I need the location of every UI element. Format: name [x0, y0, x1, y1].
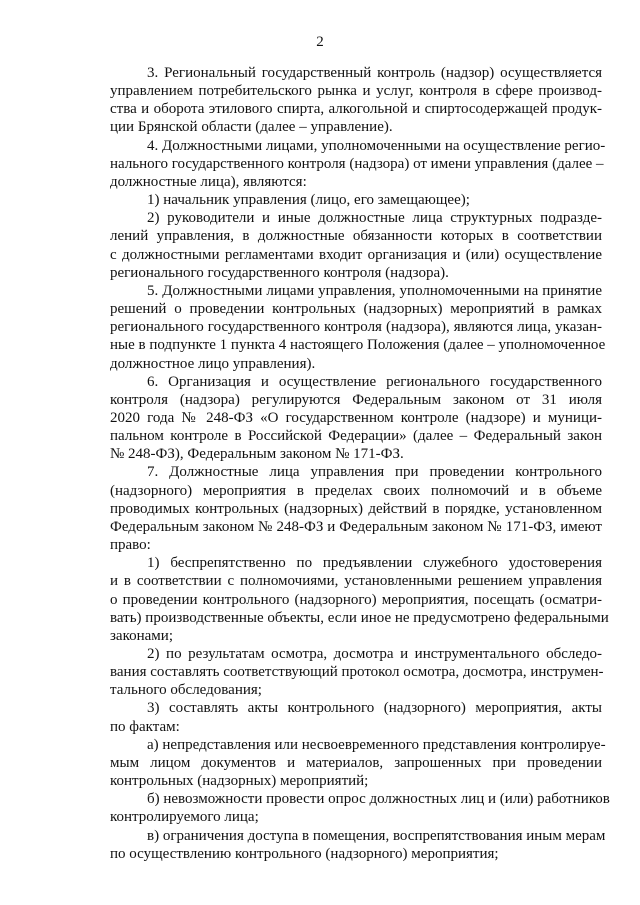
paragraph-line: 4. Должностными лицами, уполномоченными на осуществление регио- — [147, 137, 606, 154]
paragraph-line: по фактам: — [110, 718, 180, 735]
paragraph-line: (надзорного) мероприятия в пределах своих полномочий и в объеме — [110, 482, 602, 499]
paragraph-line: право: — [110, 537, 151, 554]
paragraph-line: Федеральным законом № 248-ФЗ и Федеральным законом № 171-ФЗ, имеют — [110, 518, 602, 535]
paragraph — [110, 554, 609, 645]
paragraph-line: ства и оборота этилового спирта, алкогольной и спиртосодержащей продук- — [110, 101, 602, 118]
paragraph-line: а) непредставления или несвоевременного представления контролируе- — [147, 736, 606, 753]
paragraph-line: в) ограничения доступа в помещения, воспрепятствования иным мерам — [147, 827, 606, 844]
paragraph-line: вания составлять соответствующий протокол осмотра, досмотра, инструмен- — [110, 664, 604, 681]
paragraph-line: 1) начальник управления (лицо, его замещающее); — [147, 192, 470, 209]
page-number: 2 — [316, 34, 324, 50]
paragraph-line: 5. Должностными лицами управления, уполномоченными на принятие — [147, 282, 602, 299]
paragraph-line: 3) составлять акты контрольного (надзорного) мероприятия, акты — [147, 700, 602, 717]
paragraph-line: б) невозможности провести опрос должностных лиц и (или) работников — [147, 791, 610, 808]
paragraph-line: вать) производственные объекты, если иное не предусмотрено федеральными — [110, 609, 609, 626]
paragraph-line: законами; — [110, 627, 173, 644]
paragraph-line: ции Брянской области (далее – управление). — [110, 119, 393, 136]
paragraph-line: и в соответствии с полномочиями, установленными решением управления — [110, 573, 602, 590]
paragraph — [110, 463, 602, 554]
paragraph-line: тального обследования; — [110, 682, 262, 699]
paragraph-line: о проведении контрольного (надзорного) мероприятия, посещать (осматри- — [110, 591, 602, 608]
paragraph-line: контроля (надзора) регулируются Федеральным законом от 31 июля — [110, 391, 602, 408]
paragraph-line: решений о проведении контрольных (надзорных) мероприятий в рамках — [110, 301, 602, 318]
paragraph — [110, 699, 602, 735]
paragraph — [110, 736, 606, 790]
paragraph-line: нального государственного контроля (надзора) от имени управления (далее – — [110, 155, 604, 172]
paragraph-line: 2020 года № 248-ФЗ «О государственном контроле (надзоре) и муници- — [110, 409, 602, 426]
document-body — [110, 64, 610, 863]
paragraph — [110, 282, 606, 373]
paragraph-line: должностные лица), являются: — [110, 173, 307, 190]
paragraph-line: контролируемого лица; — [110, 809, 259, 826]
paragraph — [110, 137, 606, 191]
paragraph — [110, 373, 602, 464]
paragraph — [110, 827, 606, 863]
paragraph-line: пальном контроле в Российской Федерации» (далее – Федеральный закон — [110, 428, 602, 445]
paragraph-line: ные в подпункте 1 пункта 4 настоящего Положения (далее – уполномоченное — [110, 337, 606, 354]
paragraph-line: по осуществлению контрольного (надзорного) мероприятия; — [110, 845, 499, 862]
paragraph — [110, 64, 602, 137]
paragraph — [110, 645, 602, 699]
paragraph-line: лений управления, в должностные обязанности которых в соответствии — [110, 228, 602, 245]
paragraph-line: регионального государственного контроля (надзора), являются лица, указан- — [110, 319, 602, 336]
paragraph-line: должностное лицо управления). — [110, 355, 316, 372]
paragraph-line: 3. Региональный государственный контроль (надзор) осуществляется — [147, 65, 602, 81]
paragraph-line: регионального государственного контроля (надзора). — [110, 264, 449, 281]
paragraph — [110, 209, 602, 282]
paragraph-line: с должностными регламентами входит организация и (или) осуществление — [110, 246, 602, 263]
paragraph-line: мым лицом документов и материалов, запрошенных при проведении — [110, 754, 602, 771]
paragraph-line: 2) по результатам осмотра, досмотра и инструментального обследо- — [147, 646, 602, 662]
paragraph-line: № 248-ФЗ), Федеральным законом № 171-ФЗ. — [110, 446, 404, 463]
paragraph-line: 1) беспрепятственно по предъявлении служебного удостоверения — [147, 555, 602, 572]
paragraph — [110, 191, 602, 209]
paragraph-line: проводимых контрольных (надзорных) действий в порядке, установленном — [110, 500, 602, 517]
paragraph — [110, 790, 610, 826]
paragraph-line: управлением потребительского рынка и услуг, контроля в сфере производ- — [110, 83, 602, 100]
paragraph-line: контрольных (надзорных) мероприятий; — [110, 773, 369, 790]
paragraph-line: 2) руководители и иные должностные лица структурных подразде- — [147, 210, 602, 227]
paragraph-line: 6. Организация и осуществление регионального государственного — [147, 373, 602, 390]
paragraph-line: 7. Должностные лица управления при проведении контрольного — [147, 464, 602, 481]
